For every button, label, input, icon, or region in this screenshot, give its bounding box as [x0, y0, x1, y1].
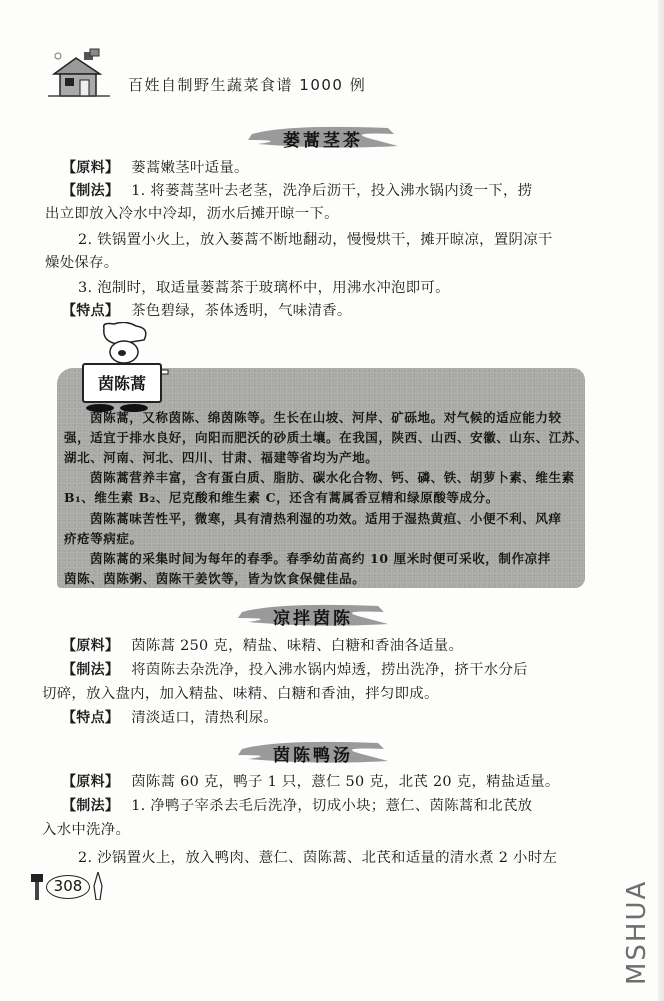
info-text-line: 茵陈蒿的采集时间为每年的春季。春季幼苗高约 10 厘米时便可采收，制作凉拌 [90, 551, 551, 566]
recipe-line: 【原料】 蒌蒿嫩茎叶适量。 [62, 160, 249, 176]
page-edge [658, 0, 664, 1001]
recipe-line: 【特点】 清淡适口，清热利尿。 [62, 710, 279, 726]
info-text-line: 茵陈、茵陈粥、茵陈干姜饮等，皆为饮食保健佳品。 [64, 571, 366, 586]
running-header [48, 44, 408, 100]
info-text-line: 疥疮等病症。 [64, 531, 143, 546]
book-title: 百姓自制野生蔬菜食谱 1000 例 [128, 76, 367, 94]
recipe-title: 茵陈鸭汤 [238, 735, 388, 767]
info-text-line: B₁、维生素 B₂、尼克酸和维生素 C，还含有蒿属香豆精和绿原酸等成分。 [64, 490, 499, 505]
info-text-line: 茵陈蒿味苦性平，微寒，具有清热利湿的功效。适用于湿热黄疸、小便不利、风痒 [90, 511, 562, 526]
info-sign: 茵陈蒿 [82, 363, 162, 403]
recipe-line: 【原料】 茵陈蒿 60 克，鸭子 1 只，薏仁 50 克，北芪 20 克，精盐适量。 [62, 774, 560, 790]
recipe-line: 2. 沙锅置火上，放入鸭肉、薏仁、茵陈蒿、北芪和适量的清水煮 2 小时左 [78, 850, 558, 866]
recipe-line: 【制法】 将茵陈去杂洗净，投入沸水锅内焯透，捞出洗净，挤干水分后 [62, 662, 528, 678]
page-number: 308 [30, 872, 110, 902]
recipe-line: 【特点】 茶色碧绿，茶体透明，气味清香。 [62, 303, 352, 319]
recipe-line: 【原料】 茵陈蒿 250 克，精盐、味精、白糖和香油各适量。 [62, 638, 464, 654]
knife-icon [92, 872, 104, 900]
recipe-line: 出立即放入冷水中冷却，沥水后摊开晾一下。 [45, 206, 339, 222]
recipe-line: 2. 铁锅置小火上，放入蒌蒿不断地翻动，慢慢烘干，摊开晾凉，置阴凉干 [78, 232, 553, 248]
info-text-line: 茵陈蒿营养丰富，含有蛋白质、脂肪、碳水化合物、钙、磷、铁、胡萝卜素、维生素 [90, 470, 575, 485]
info-text-line: 强，适宜于排水良好，向阳而肥沃的砂质土壤。在我国，陕西、山西、安徽、山东、江苏、 [64, 430, 589, 445]
recipe-line: 切碎，放入盘内，加入精盐、味精、白糖和香油，拌匀即成。 [42, 686, 439, 702]
fork-icon [30, 874, 44, 900]
recipe-title: 凉拌茵陈 [238, 598, 388, 630]
watermark: MSHUA [622, 879, 652, 985]
recipe-line: 燥处保存。 [45, 255, 119, 271]
info-text-line: 湖北、河南、河北、四川、甘肃、福建等省均为产地。 [64, 450, 379, 465]
recipe-line: 入水中洗净。 [42, 822, 131, 838]
recipe-line: 3. 泡制时，取适量蒌蒿茶于玻璃杯中，用沸水冲泡即可。 [78, 280, 450, 296]
recipe-line: 【制法】 1. 将蒌蒿茎叶去老茎，洗净后沥干，投入沸水锅内烫一下，捞 [62, 183, 533, 199]
recipe-title: 蒌蒿茎茶 [248, 120, 398, 152]
recipe-line: 【制法】 1. 净鸭子宰杀去毛后洗净，切成小块；薏仁、茵陈蒿和北芪放 [62, 798, 533, 814]
info-text-line: 茵陈蒿，又称茵陈、绵茵陈等。生长在山坡、河岸、矿砾地。对气候的适应能力较 [90, 410, 562, 425]
house-icon [48, 46, 112, 100]
